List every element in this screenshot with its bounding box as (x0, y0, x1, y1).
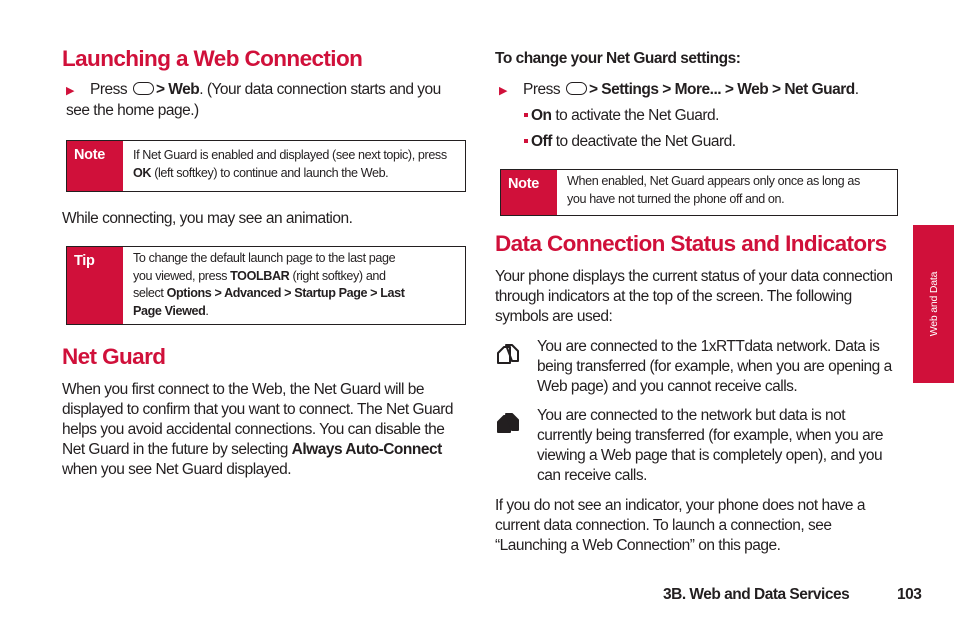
tip-box (66, 246, 466, 325)
section-side-tab (913, 225, 954, 383)
square-bullet-icon (524, 113, 528, 117)
data-dormant-indicator-icon (495, 410, 521, 436)
footer-section-title: 3B. Web and Data Services (663, 586, 850, 603)
arrow-bullet-icon: ▶ (66, 85, 74, 97)
note-label: Note (67, 141, 123, 191)
side-tab-label: Web and Data (927, 271, 940, 337)
note-label: Note (501, 170, 557, 215)
heading-launching-web-connection: Launching a Web Connection (62, 46, 363, 71)
settings-step: ▶ Press > Settings > More... > Web > Net Guard. (499, 80, 899, 101)
indicator-active-text: You are connected to the 1xRTTdata network. Data is being transferred (for example, when you are opening a Web page) and you cannot receive calls. (537, 338, 892, 395)
data-active-indicator-icon (495, 341, 521, 367)
menu-key-icon (133, 82, 154, 95)
option-off: Off to deactivate the Net Guard. (524, 132, 736, 152)
indicator-dormant-text: You are connected to the network but data is not currently being transferred (for example, when you are viewing a Web page that is completely open), and you can receive calls. (537, 407, 884, 484)
tip-label: Tip (67, 247, 123, 324)
arrow-bullet-icon: ▶ (499, 85, 507, 97)
square-bullet-icon (524, 139, 528, 143)
option-on: On to activate the Net Guard. (524, 106, 719, 126)
note-box-1 (66, 140, 466, 192)
note-text: If Net Guard is enabled and displayed (see next topic), press OK (left softkey) to continue and launch the Web. (133, 148, 447, 180)
heading-net-guard: Net Guard (62, 344, 166, 369)
status-intro: Your phone displays the current status of your data connection through indicators at the top of the screen. The following symbols are used: (495, 268, 893, 325)
net-guard-settings-heading: To change your Net Guard settings: (495, 50, 741, 67)
note-box-2 (500, 169, 898, 216)
animation-text: While connecting, you may see an animation. (62, 210, 353, 227)
menu-key-icon (566, 82, 587, 95)
tip-text: To change the default launch page to the last page you viewed, press TOOLBAR (right softkey) and select Options > Advanced > Startup Page > Last Page Viewed. (133, 251, 405, 318)
no-indicator-paragraph: If you do not see an indicator, your phone does not have a current data connection. To launch a connection, see “Launching a Web Connection” on this page. (495, 497, 865, 554)
note-text: When enabled, Net Guard appears only once as long as you have not turned the phone off and on. (567, 174, 860, 206)
launch-step: ▶ Press > Web. (Your data connection starts and you see the home page.) (66, 81, 441, 119)
heading-data-connection-status: Data Connection Status and Indicators (495, 231, 887, 256)
net-guard-paragraph: When you first connect to the Web, the Net Guard will be displayed to confirm that you want to connect. The Net Guard helps you avoid accidental connections. You can disable the Net Guard in the future by selecting Always Auto-Connect when you see Net Guard displayed. (62, 381, 454, 478)
page-number: 103 (897, 586, 922, 603)
